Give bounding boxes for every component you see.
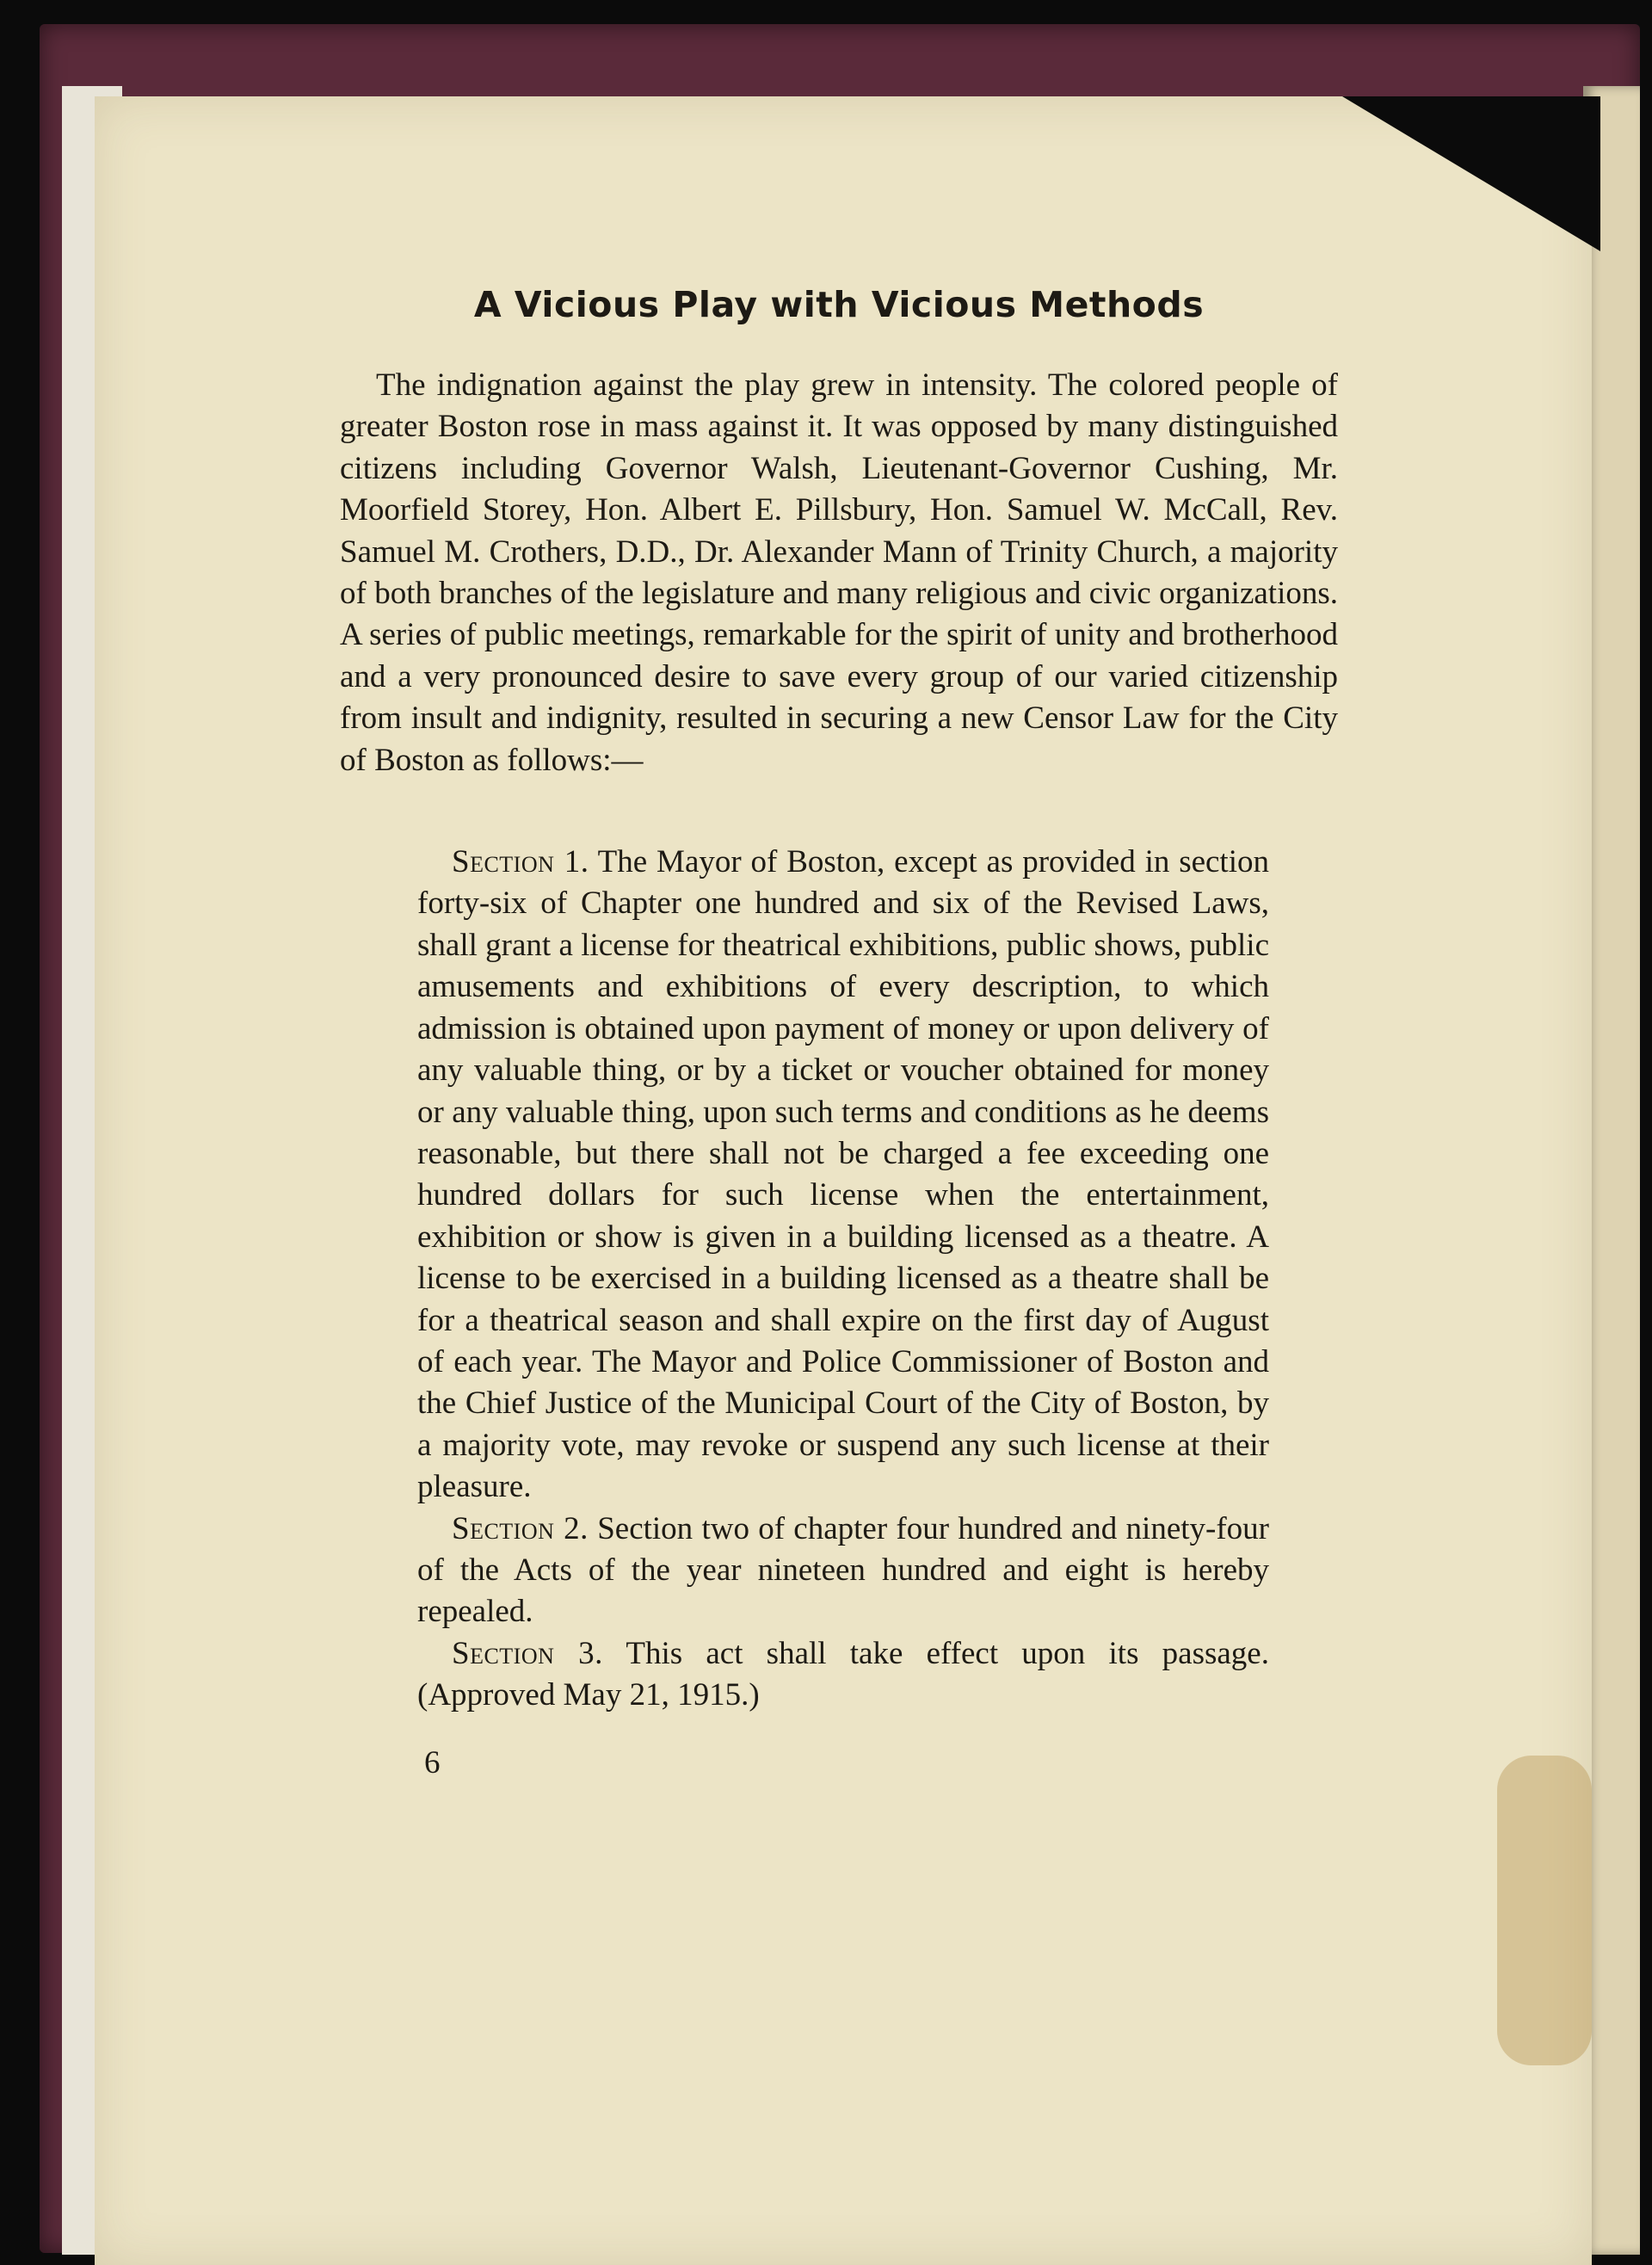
section-3 <box>417 1633 1269 1717</box>
section-1-label: Section 1. <box>452 844 589 880</box>
page-stain <box>1497 1756 1592 2065</box>
section-1-text: The Mayor of Boston, except as provided in section forty-six of Chapter one hundred and six of the Revised Laws, shall grant a license for theatrical exhibitions, public shows, public amusements and exhibitions of every description, to which admission is obtained upon payment of money or upon delivery of any valuable thing, or by a ticket or voucher obtained for money or any valuable thing, upon such terms and conditions as he deems reasonable, but there shall not be charged a fee exceeding one hundred dollars for such license when the entertainment, exhibition or show is given in a building licensed as a theatre. A license to be exercised in a building licensed as a theatre shall be for a theatrical season and shall expire on the first day of August of each year. The Mayor and Police Commissioner of Boston and the Chief Justice of the Municipal Court of the City of Boston, by a majority vote, may revoke or suspend any such license at their pleasure. <box>417 844 1269 1505</box>
page-number: 6 <box>424 1744 441 1781</box>
section-2 <box>417 1509 1269 1633</box>
section-3-text: This act shall take effect upon its passage. (Approved May 21, 1915.) <box>417 1635 1269 1713</box>
section-2-label: Section 2. <box>452 1510 589 1546</box>
torn-corner <box>1342 96 1600 251</box>
section-2-text: Section two of chapter four hundred and ninety-four of the Acts of the year nineteen hundred and eight is hereby repealed. <box>417 1510 1269 1630</box>
section-1 <box>417 842 1269 1509</box>
censor-law <box>417 842 1269 1781</box>
intro-paragraph: The indignation against the play grew in intensity. The colored people of greater Boston rose in mass against it. It was opposed by many distinguished citizens including Governor Walsh, Lieutenant-Governor Cushing, Mr. Moorfield Storey, Hon. Albert E. Pillsbury, Hon. Samuel W. McCall, Rev. Samuel M. Crothers, D.D., Dr. Alexander Mann of Trinity Church, a majority of both branches of the legislature and many religious and civic organizations. A series of public meetings, remarkable for the spirit of unity and brotherhood and a very pronounced desire to save every group of our varied citizenship from insult and indignity, resulted in securing a new Censor Law for the City of Boston as follows:— <box>340 367 1338 778</box>
page-title: A Vicious Play with Vicious Methods <box>473 284 1205 325</box>
page-text <box>340 284 1338 1781</box>
section-3-label: Section 3. <box>452 1635 603 1671</box>
